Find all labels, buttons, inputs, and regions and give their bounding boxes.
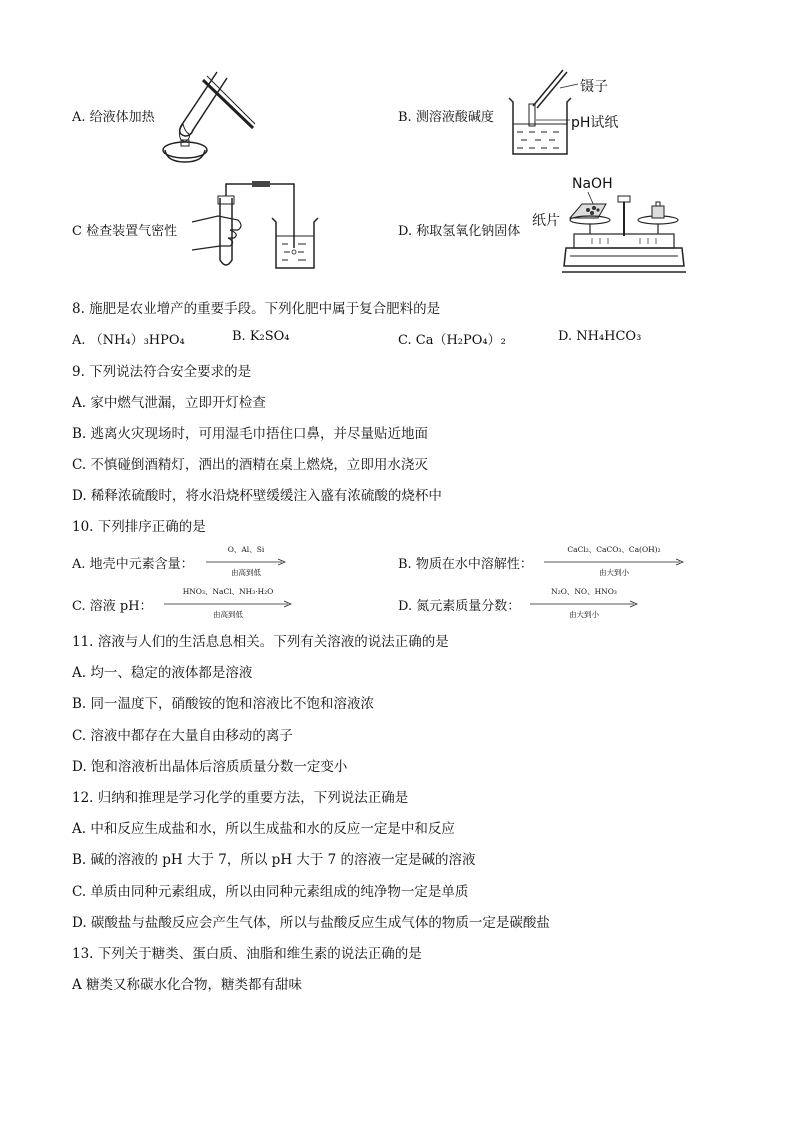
q10-b-arrow-bottom: 由大到小 (599, 568, 629, 577)
q10-a-arrow-top: O、Al、Si (227, 545, 265, 554)
q10-c-arrow-top: HNO₃、NaCl、NH₃·H₂O (182, 587, 274, 596)
q10-option-d: D. 氮元素质量分数： (398, 599, 521, 614)
q8-option-a: A. （NH₄）₃HPO₄ (72, 333, 185, 348)
q9-option-b: B. 逃离火灾现场时，可用湿毛巾捂住口鼻，并尽量贴近地面 (72, 426, 429, 442)
q10-option-a: A. 地壳中元素含量： (72, 557, 194, 572)
heating-liquid-figure (155, 68, 265, 168)
q9-stem: 9. 下列说法符合安全要求的是 (72, 364, 252, 380)
q9-option-a: A. 家中燃气泄漏，立即开灯检查 (72, 395, 266, 411)
q10-d-arrow-top: N₂O、NO、HNO₃ (551, 587, 617, 596)
q12-option-c: C. 单质由同种元素组成，所以由同种元素组成的纯净物一定是单质 (72, 884, 469, 900)
q13-option-a: A 糖类又称碳水化合物，糖类都有甜味 (72, 977, 303, 993)
q7-option-a: A. 给液体加热 (72, 110, 155, 125)
q8-stem: 8. 施肥是农业增产的重要手段。下列化肥中属于复合肥料的是 (72, 301, 441, 317)
q7-option-d: D. 称取氢氧化钠固体 (398, 224, 521, 239)
q10-d-arrow-bottom: 由大到小 (569, 610, 599, 619)
q9-option-d: D. 稀释浓硫酸时，将水沿烧杯壁缓缓注入盛有浓硫酸的烧杯中 (72, 488, 442, 504)
q12-option-d: D. 碳酸盐与盐酸反应会产生气体，所以与盐酸反应生成气体的物质一定是碳酸盐 (72, 915, 550, 931)
q10-option-b: B. 物质在水中溶解性： (398, 557, 533, 572)
q8-option-d: D. NH₄HCO₃ (558, 329, 642, 344)
q10-stem: 10. 下列排序正确的是 (72, 519, 206, 535)
q12-stem: 12. 归纳和推理是学习化学的重要方法，下列说法正确是 (72, 790, 409, 806)
q9-option-c: C. 不慎碰倒酒精灯，洒出的酒精在桌上燃烧，立即用水浇灭 (72, 457, 428, 473)
q13-stem: 13. 下列关于糖类、蛋白质、油脂和维生素的说法正确的是 (72, 946, 422, 962)
q10-b-arrow (544, 546, 684, 577)
q7-option-b: B. 测溶液酸碱度 (398, 110, 494, 125)
tweezers-label: 镊子 (580, 79, 608, 95)
q10-option-c: C. 溶液 pH： (72, 599, 153, 614)
ph-paper-label: pH试纸 (571, 115, 619, 131)
q11-stem: 11. 溶液与人们的生活息息相关。下列有关溶液的说法正确的是 (72, 634, 449, 650)
q11-option-d: D. 饱和溶液析出晶体后溶质质量分数一定变小 (72, 759, 348, 775)
q10-a-arrow-bottom: 由高到低 (231, 568, 261, 577)
q10-c-arrow (164, 588, 292, 619)
q10-a-arrow (206, 546, 286, 577)
balance-figure (562, 192, 686, 276)
q11-option-c: C. 溶液中都存在大量自由移动的离子 (72, 728, 293, 744)
q8-option-c: C. Ca（H₂PO₄）₂ (398, 333, 506, 348)
paper-label: 纸片 (532, 213, 560, 229)
q10-d-arrow (530, 588, 638, 619)
q10-c-arrow-bottom: 由高到低 (213, 610, 243, 619)
q8-option-b: B. K₂SO₄ (232, 329, 290, 344)
q11-option-a: A. 均一、稳定的液体都是溶液 (72, 665, 253, 681)
naoh-label: NaOH (572, 176, 613, 192)
q12-option-a: A. 中和反应生成盐和水，所以生成盐和水的反应一定是中和反应 (72, 821, 455, 837)
q7-option-c: C 检查装置气密性 (72, 224, 178, 239)
q10-b-arrow-top: CaCl₂、CaCO₃、Ca(OH)₂ (567, 545, 661, 554)
q12-option-b: B. 碱的溶液的 pH 大于 7，所以 pH 大于 7 的溶液一定是碱的溶液 (72, 852, 476, 868)
airtightness-figure (190, 176, 320, 276)
q11-option-b: B. 同一温度下，硝酸铵的饱和溶液比不饱和溶液浓 (72, 696, 375, 712)
